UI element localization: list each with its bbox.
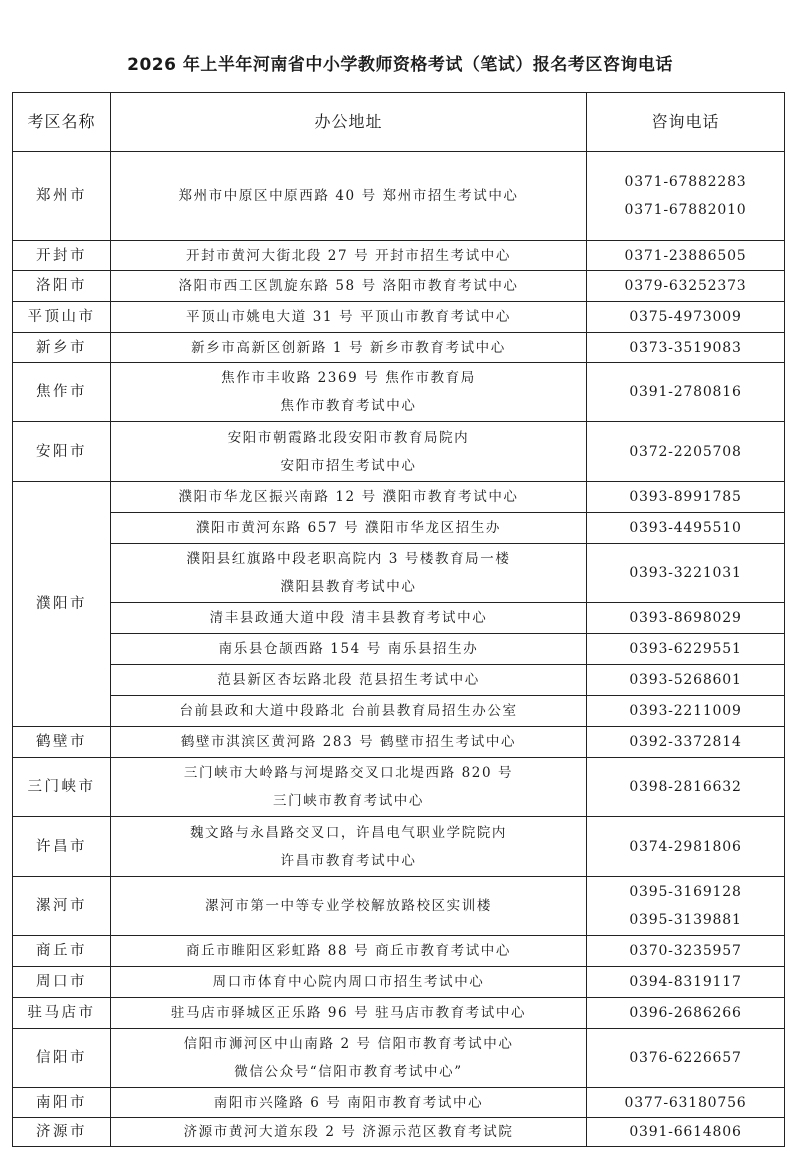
table-row xyxy=(13,513,785,544)
phone-cell xyxy=(587,696,785,727)
area-name-cell: 焦作市 xyxy=(13,363,111,422)
address-cell xyxy=(111,665,587,696)
address-line: 台前县政和大道中段路北 台前县教育局招生办公室 xyxy=(179,703,518,719)
header-area: 考区名称 xyxy=(13,93,111,152)
address-line: 三门峡市教育考试中心 xyxy=(273,793,424,809)
address-cell xyxy=(111,1088,587,1118)
area-name-cell: 许昌市 xyxy=(13,817,111,877)
phone-cell xyxy=(587,333,785,363)
phone-number: 0372-2205708 xyxy=(629,443,742,460)
phone-cell xyxy=(587,817,785,877)
area-name-cell: 平顶山市 xyxy=(13,302,111,333)
address-line: 焦作市丰收路 2369 号 焦作市教育局 xyxy=(221,370,476,386)
address-line: 新乡市高新区创新路 1 号 新乡市教育考试中心 xyxy=(191,339,506,356)
phone-number: 0377-63180756 xyxy=(624,1094,747,1111)
phone-number: 0393-5268601 xyxy=(629,672,742,688)
table-row xyxy=(13,1118,785,1147)
address-cell xyxy=(111,544,587,603)
phone-cell xyxy=(587,967,785,998)
address-cell xyxy=(111,152,587,241)
table-body xyxy=(13,152,785,1147)
address-line: 信阳市浉河区中山南路 2 号 信阳市教育考试中心 xyxy=(183,1036,514,1052)
address-cell xyxy=(111,333,587,363)
phone-number: 0393-2211009 xyxy=(629,703,742,719)
table-row xyxy=(13,241,785,271)
table-row xyxy=(13,363,785,422)
phone-cell xyxy=(587,1088,785,1118)
address-line: 漯河市第一中等专业学校解放路校区实训楼 xyxy=(205,898,492,914)
address-line: 范县新区杏坛路北段 范县招生考试中心 xyxy=(217,672,480,688)
table-row xyxy=(13,967,785,998)
phone-number: 0371-23886505 xyxy=(624,247,747,264)
phone-number: 0375-4973009 xyxy=(629,309,742,325)
phone-number: 0379-63252373 xyxy=(624,278,747,294)
phone-number: 0395-3139881 xyxy=(629,912,742,928)
address-line: 周口市体育中心院内周口市招生考试中心 xyxy=(212,974,485,990)
address-cell xyxy=(111,967,587,998)
header-phone: 咨询电话 xyxy=(587,93,785,152)
address-cell xyxy=(111,1029,587,1088)
phone-number: 0394-8319117 xyxy=(629,974,742,990)
area-name-cell: 济源市 xyxy=(13,1118,111,1147)
area-name-cell: 安阳市 xyxy=(13,422,111,482)
phone-number: 0396-2686266 xyxy=(629,1005,742,1021)
phone-cell xyxy=(587,482,785,513)
address-line: 平顶山市姚电大道 31 号 平顶山市教育考试中心 xyxy=(186,309,511,325)
table-row xyxy=(13,998,785,1029)
table-row xyxy=(13,422,785,482)
area-name-cell: 周口市 xyxy=(13,967,111,998)
table-row xyxy=(13,758,785,817)
address-line: 洛阳市西工区凯旋东路 58 号 洛阳市教育考试中心 xyxy=(178,278,519,294)
phone-number: 0395-3169128 xyxy=(629,884,742,900)
table-row xyxy=(13,603,785,634)
phone-cell xyxy=(587,271,785,302)
address-line: 濮阳县红旗路中段老职高院内 3 号楼教育局一楼 xyxy=(186,551,511,567)
address-line: 濮阳市华龙区振兴南路 12 号 濮阳市教育考试中心 xyxy=(178,489,519,505)
address-line: 濮阳市黄河东路 657 号 濮阳市华龙区招生办 xyxy=(196,520,501,536)
phone-number: 0393-4495510 xyxy=(629,520,742,536)
phone-number: 0398-2816632 xyxy=(629,779,742,795)
area-name-cell: 鹤壁市 xyxy=(13,727,111,758)
phone-number: 0374-2981806 xyxy=(629,838,742,855)
phone-cell xyxy=(587,302,785,333)
area-name-cell: 漯河市 xyxy=(13,877,111,936)
table-row xyxy=(13,302,785,333)
address-line: 南乐县仓颉西路 154 号 南乐县招生办 xyxy=(218,641,479,657)
area-name-cell: 商丘市 xyxy=(13,936,111,967)
phone-cell xyxy=(587,998,785,1029)
address-line: 魏文路与永昌路交叉口，许昌电气职业学院院内 xyxy=(189,824,508,841)
phone-cell xyxy=(587,544,785,603)
phone-cell xyxy=(587,758,785,817)
table-row xyxy=(13,665,785,696)
phone-cell xyxy=(587,1029,785,1088)
area-name-cell: 新乡市 xyxy=(13,333,111,363)
table-row xyxy=(13,152,785,241)
phone-number: 0376-6226657 xyxy=(629,1050,742,1066)
address-cell xyxy=(111,727,587,758)
phone-number: 0373-3519083 xyxy=(629,339,742,356)
header-address: 办公地址 xyxy=(111,93,587,152)
address-line: 郑州市中原区中原西路 40 号 郑州市招生考试中心 xyxy=(178,188,519,204)
phone-number: 0393-8698029 xyxy=(629,610,742,626)
area-name-cell: 信阳市 xyxy=(13,1029,111,1088)
table-row xyxy=(13,333,785,363)
table-row xyxy=(13,544,785,603)
address-line: 许昌市教育考试中心 xyxy=(280,852,417,869)
phone-number: 0393-6229551 xyxy=(629,641,742,657)
table-row xyxy=(13,634,785,665)
phone-cell xyxy=(587,1118,785,1147)
address-cell xyxy=(111,877,587,936)
page-title: 2026 年上半年河南省中小学教师资格考试（笔试）报名考区咨询电话 xyxy=(127,55,673,75)
address-cell xyxy=(111,241,587,271)
address-cell xyxy=(111,271,587,302)
area-name-cell: 开封市 xyxy=(13,241,111,271)
address-line: 济源市黄河大道东段 2 号 济源示范区教育考试院 xyxy=(183,1124,514,1140)
table-row xyxy=(13,727,785,758)
address-cell xyxy=(111,482,587,513)
area-name-cell: 驻马店市 xyxy=(13,998,111,1029)
address-cell xyxy=(111,936,587,967)
address-line: 驻马店市驿城区正乐路 96 号 驻马店市教育考试中心 xyxy=(170,1005,527,1021)
area-name-cell: 郑州市 xyxy=(13,152,111,241)
phone-number: 0370-3235957 xyxy=(629,943,742,959)
contact-table xyxy=(12,92,785,1147)
phone-cell xyxy=(587,634,785,665)
address-line: 开封市黄河大街北段 27 号 开封市招生考试中心 xyxy=(186,247,511,264)
table-row xyxy=(13,877,785,936)
address-line: 鹤壁市淇滨区黄河路 283 号 鹤壁市招生考试中心 xyxy=(180,734,517,750)
address-line: 濮阳县教育考试中心 xyxy=(280,579,417,595)
address-cell xyxy=(111,634,587,665)
address-cell xyxy=(111,998,587,1029)
area-name-cell: 洛阳市 xyxy=(13,271,111,302)
table-row xyxy=(13,696,785,727)
address-line: 三门峡市大岭路与河堤路交叉口北堤西路 820 号 xyxy=(183,765,514,781)
phone-number: 0393-8991785 xyxy=(629,489,742,505)
table-header-row xyxy=(13,93,785,152)
table-row xyxy=(13,1088,785,1118)
table-row xyxy=(13,271,785,302)
address-line: 清丰县政通大道中段 清丰县教育考试中心 xyxy=(209,610,488,626)
phone-cell xyxy=(587,665,785,696)
address-cell xyxy=(111,422,587,482)
address-cell xyxy=(111,1118,587,1147)
address-line: 焦作市教育考试中心 xyxy=(280,398,417,414)
table-row xyxy=(13,817,785,877)
table-row xyxy=(13,1029,785,1088)
area-name-cell: 濮阳市 xyxy=(13,482,111,727)
address-cell xyxy=(111,302,587,333)
phone-cell xyxy=(587,363,785,422)
area-name-cell: 三门峡市 xyxy=(13,758,111,817)
phone-number: 0371-67882283 xyxy=(624,174,747,190)
address-cell xyxy=(111,363,587,422)
phone-number: 0392-3372814 xyxy=(629,734,742,750)
table-row xyxy=(13,482,785,513)
phone-cell xyxy=(587,603,785,634)
address-cell xyxy=(111,513,587,544)
phone-number: 0391-6614806 xyxy=(629,1124,742,1140)
phone-cell xyxy=(587,877,785,936)
phone-number: 0391-2780816 xyxy=(629,384,742,400)
address-cell xyxy=(111,758,587,817)
phone-cell xyxy=(587,241,785,271)
address-line: 安阳市招生考试中心 xyxy=(280,457,417,474)
address-line: 安阳市朝霞路北段安阳市教育局院内 xyxy=(227,429,470,446)
address-line: 微信公众号“信阳市教育考试中心” xyxy=(234,1064,463,1080)
address-line: 南阳市兴隆路 6 号 南阳市教育考试中心 xyxy=(213,1094,484,1111)
phone-cell xyxy=(587,513,785,544)
phone-cell xyxy=(587,422,785,482)
area-name-cell: 南阳市 xyxy=(13,1088,111,1118)
address-line: 商丘市睢阳区彩虹路 88 号 商丘市教育考试中心 xyxy=(186,943,511,959)
phone-cell xyxy=(587,727,785,758)
phone-cell xyxy=(587,152,785,241)
address-cell xyxy=(111,817,587,877)
phone-number: 0393-3221031 xyxy=(629,565,742,581)
address-cell xyxy=(111,696,587,727)
phone-number: 0371-67882010 xyxy=(624,202,747,218)
table-row xyxy=(13,936,785,967)
address-cell xyxy=(111,603,587,634)
phone-cell xyxy=(587,936,785,967)
